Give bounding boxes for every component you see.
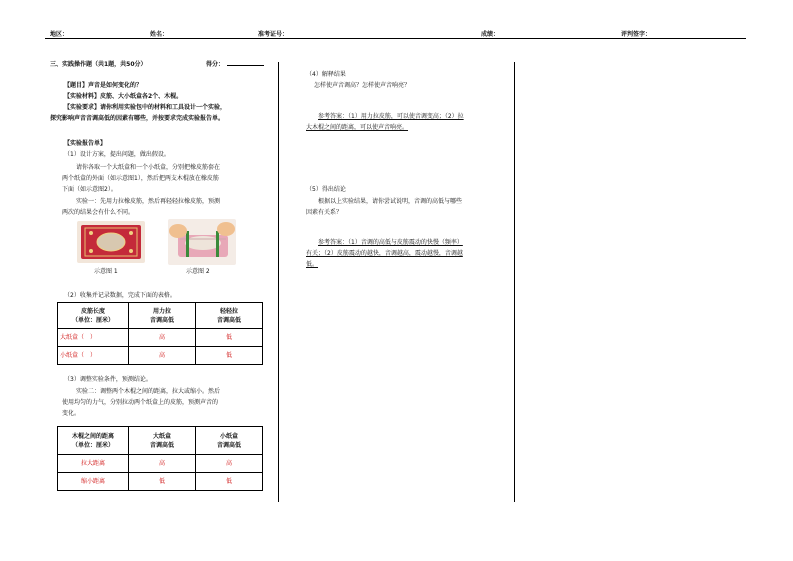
table1-header-gentle: 轻轻拉 音调高低 xyxy=(196,303,263,329)
table2-header-big-box: 大纸盒 音调高低 xyxy=(129,427,196,455)
data-table-2 xyxy=(57,426,263,491)
score-blank[interactable] xyxy=(227,59,264,66)
table1-header-length: 皮筋长度 （单位：厘米） xyxy=(58,303,129,329)
exp1-line1: 实验一：先用力拉橡皮筋，然后再轻轻拉橡皮筋，预测 xyxy=(76,198,221,205)
section-score-label: 得分： xyxy=(206,59,264,70)
table1-row2-label[interactable]: 小纸盒（ ） xyxy=(58,347,129,365)
table2-row2-big[interactable]: 低 xyxy=(129,473,196,491)
step3: （3）调整实验条件，预测结论。 xyxy=(64,376,152,383)
table2-header-small-box: 小纸盒 音调高低 xyxy=(196,427,263,455)
step2: （2）收集并记录数据，完成下面的表格。 xyxy=(64,292,176,299)
question5-line1: 根据以上实验结果，请你尝试说明，音调的高低与哪些 xyxy=(318,198,463,205)
table-row xyxy=(58,329,263,347)
requirement-line2: 探究影响声音音调高低的因素有哪些，并按要求完成实验报告单。 xyxy=(50,115,225,122)
question5-line2: 因素有关系？ xyxy=(306,209,343,216)
requirement-line1: 【实验要求】请你利用实验包中的材料和工具设计一个实验， xyxy=(64,104,227,111)
step5: （5）得出结论 xyxy=(306,186,346,193)
table2-row2-small[interactable]: 低 xyxy=(196,473,263,491)
figure1-caption: 示意图 1 xyxy=(94,268,118,275)
table1-header-strong: 用力拉 音调高低 xyxy=(129,303,196,329)
exp2-line2: 使用均匀的力气，分别拉动两个纸盒上的皮筋，预测声音的 xyxy=(62,399,219,406)
answer4-line2: 大木棍之间的距离，可以使声音响亮。 xyxy=(306,124,409,131)
exp2-line3: 变化。 xyxy=(62,410,81,417)
section-title: 三、实践操作题（共1题，共50分） xyxy=(50,61,147,68)
table2-row1-big[interactable]: 高 xyxy=(129,455,196,473)
column-divider-right xyxy=(514,62,515,502)
name-label: 姓名： xyxy=(150,31,169,38)
table-row xyxy=(58,473,263,491)
table2-row1-label[interactable]: 拉大距离 xyxy=(58,455,129,473)
desc-line2: 两个纸盒的外面（如示意图1），然后把两支木棍放在橡皮筋 xyxy=(62,175,219,182)
table1-row1-gentle[interactable]: 低 xyxy=(196,329,263,347)
figure2-caption: 示意图 2 xyxy=(186,268,210,275)
header-divider xyxy=(45,38,746,39)
answer4-line1: 参考答案：（1）用力拉皮筋，可以使音调变高；（2）拉 xyxy=(318,113,464,120)
table1-row2-strong[interactable]: 高 xyxy=(129,347,196,365)
table2-row1-small[interactable]: 高 xyxy=(196,455,263,473)
topic: 【题目】声音是如何变化的？ xyxy=(64,82,143,89)
table1-row1-label[interactable]: 大纸盒（ ） xyxy=(58,329,129,347)
report-title: 【实验报告单】 xyxy=(64,140,107,147)
table1-row1-strong[interactable]: 高 xyxy=(129,329,196,347)
exp2-line1: 实验二：调整两个木棍之间的距离，拉大或缩小。然后 xyxy=(76,388,221,395)
question4: 怎样使声音调高？怎样使声音响亮？ xyxy=(314,82,411,89)
step1: （1）设计方案，提出问题，做出假设。 xyxy=(64,151,170,158)
table-row xyxy=(58,455,263,473)
answer5-line3: 低。 xyxy=(306,261,319,268)
column-divider-left xyxy=(278,62,279,502)
answer5-line1: 参考答案：（1）音调的高低与皮筋震动的快慢（频率） xyxy=(318,239,463,246)
ticket-no-label: 准考证号： xyxy=(258,31,289,38)
figure2-image xyxy=(168,219,236,265)
table2-header-distance: 木棍之间的距离 （单位：厘米） xyxy=(58,427,129,455)
materials: 【实验材料】皮筋、大小纸盒各2个、木棍。 xyxy=(64,93,183,100)
step4: （4）解释结果 xyxy=(306,71,346,78)
desc-line1: 请你各取一个大纸盒和一个小纸盒，分别把橡皮筋套在 xyxy=(76,164,221,171)
data-table-1 xyxy=(57,302,263,365)
desc-line3: 下面（如示意图2）。 xyxy=(62,186,117,193)
score-label: 成绩： xyxy=(481,31,500,38)
exp1-line2: 两次的结果会有什么不同。 xyxy=(62,209,135,216)
table1-row2-gentle[interactable]: 低 xyxy=(196,347,263,365)
exam-area-label: 地区： xyxy=(50,31,69,38)
table-row xyxy=(58,347,263,365)
grader-sign-label: 评判签字： xyxy=(621,31,652,38)
answer5-line2: 有关；（2）皮筋震动的越快，音调越高，震动越慢，音调越 xyxy=(306,250,463,257)
table2-row2-label[interactable]: 缩小距离 xyxy=(58,473,129,491)
figure1-image xyxy=(77,221,145,263)
